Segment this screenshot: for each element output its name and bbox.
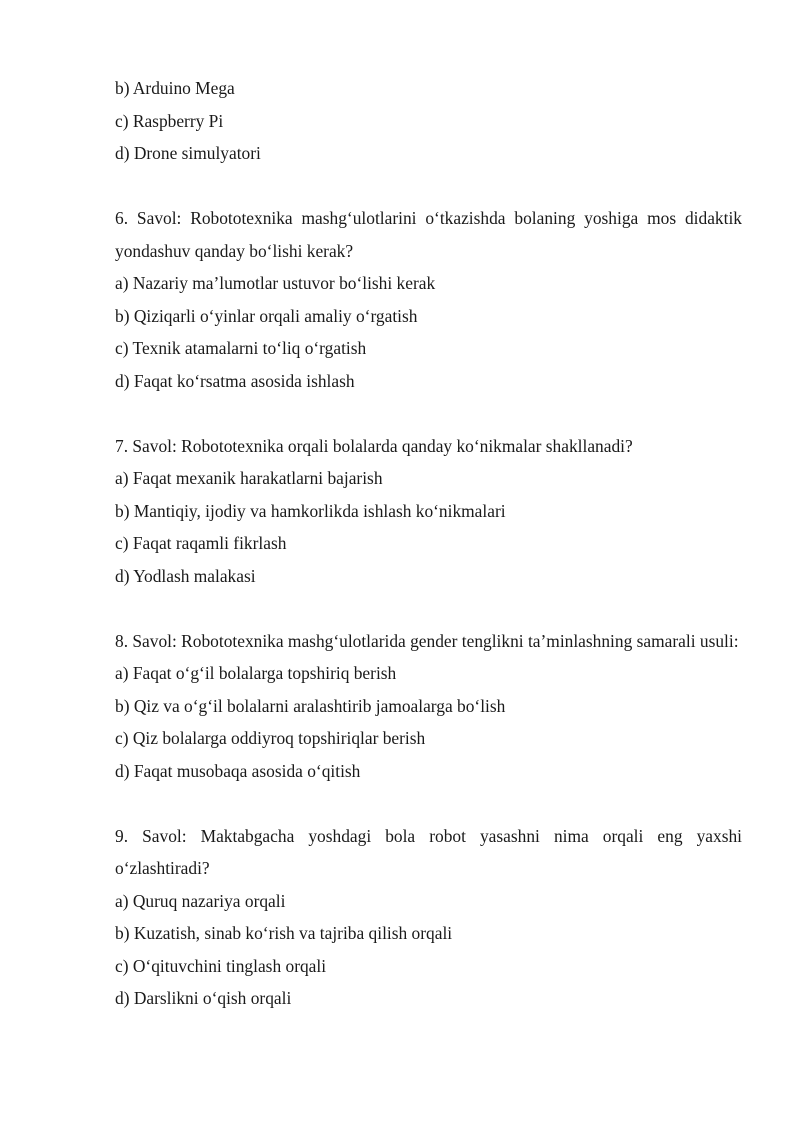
option: c) Raspberry Pi bbox=[115, 110, 224, 131]
option: d) Yodlash malakasi bbox=[115, 565, 256, 586]
question-block-7 bbox=[115, 430, 742, 593]
question-text: 9. Savol: Maktabgacha yoshdagi bola robot yasashni nima orqali eng yaxshi o‘zlashtiradi? bbox=[115, 825, 742, 878]
option: b) Mantiqiy, ijodiy va hamkorlikda ishlash ko‘nikmalari bbox=[115, 500, 506, 521]
option: b) Qiz va o‘g‘il bolalarni aralashtirib jamoalarga bo‘lish bbox=[115, 695, 506, 716]
question-text: 8. Savol: Robototexnika mashg‘ulotlarida gender tenglikni ta’minlashning samarali usuli: bbox=[115, 630, 739, 651]
option: b) Kuzatish, sinab ko‘rish va tajriba qilish orqali bbox=[115, 923, 453, 943]
option: a) Faqat o‘g‘il bolalarga topshiriq berish bbox=[115, 663, 397, 683]
spacer bbox=[115, 170, 742, 203]
option: a) Faqat mexanik harakatlarni bajarish bbox=[115, 468, 383, 488]
question-text: 6. Savol: Robototexnika mashg‘ulotlarini o‘tkazishda bolaning yoshiga mos didaktik yondashuv qanday bo‘lishi kerak? bbox=[115, 208, 742, 261]
question-text: 7. Savol: Robototexnika orqali bolalarda qanday ko‘nikmalar shakllanadi? bbox=[115, 435, 633, 456]
spacer bbox=[115, 592, 742, 625]
continued-options bbox=[115, 72, 742, 170]
question-block-9 bbox=[115, 820, 742, 1015]
spacer bbox=[115, 397, 742, 430]
option: a) Quruq nazariya orqali bbox=[115, 890, 286, 911]
option: b) Qiziqarli o‘yinlar orqali amaliy o‘rgatish bbox=[115, 305, 418, 326]
option: c) Faqat raqamli fikrlash bbox=[115, 533, 287, 553]
question-block-8 bbox=[115, 625, 742, 788]
option: c) O‘qituvchini tinglash orqali bbox=[115, 955, 327, 976]
option: d) Darslikni o‘qish orqali bbox=[115, 988, 292, 1008]
question-block-6 bbox=[115, 202, 742, 397]
option: c) Qiz bolalarga oddiyroq topshiriqlar berish bbox=[115, 728, 426, 748]
spacer bbox=[115, 787, 742, 820]
option: c) Texnik atamalarni to‘liq o‘rgatish bbox=[115, 338, 367, 358]
document-page bbox=[115, 72, 742, 1015]
option: d) Faqat musobaqa asosida o‘qitish bbox=[115, 760, 361, 781]
option: a) Nazariy ma’lumotlar ustuvor bo‘lishi kerak bbox=[115, 273, 436, 293]
option: b) Arduino Mega bbox=[115, 78, 235, 98]
option: d) Faqat ko‘rsatma asosida ishlash bbox=[115, 370, 355, 391]
option: d) Drone simulyatori bbox=[115, 143, 261, 163]
